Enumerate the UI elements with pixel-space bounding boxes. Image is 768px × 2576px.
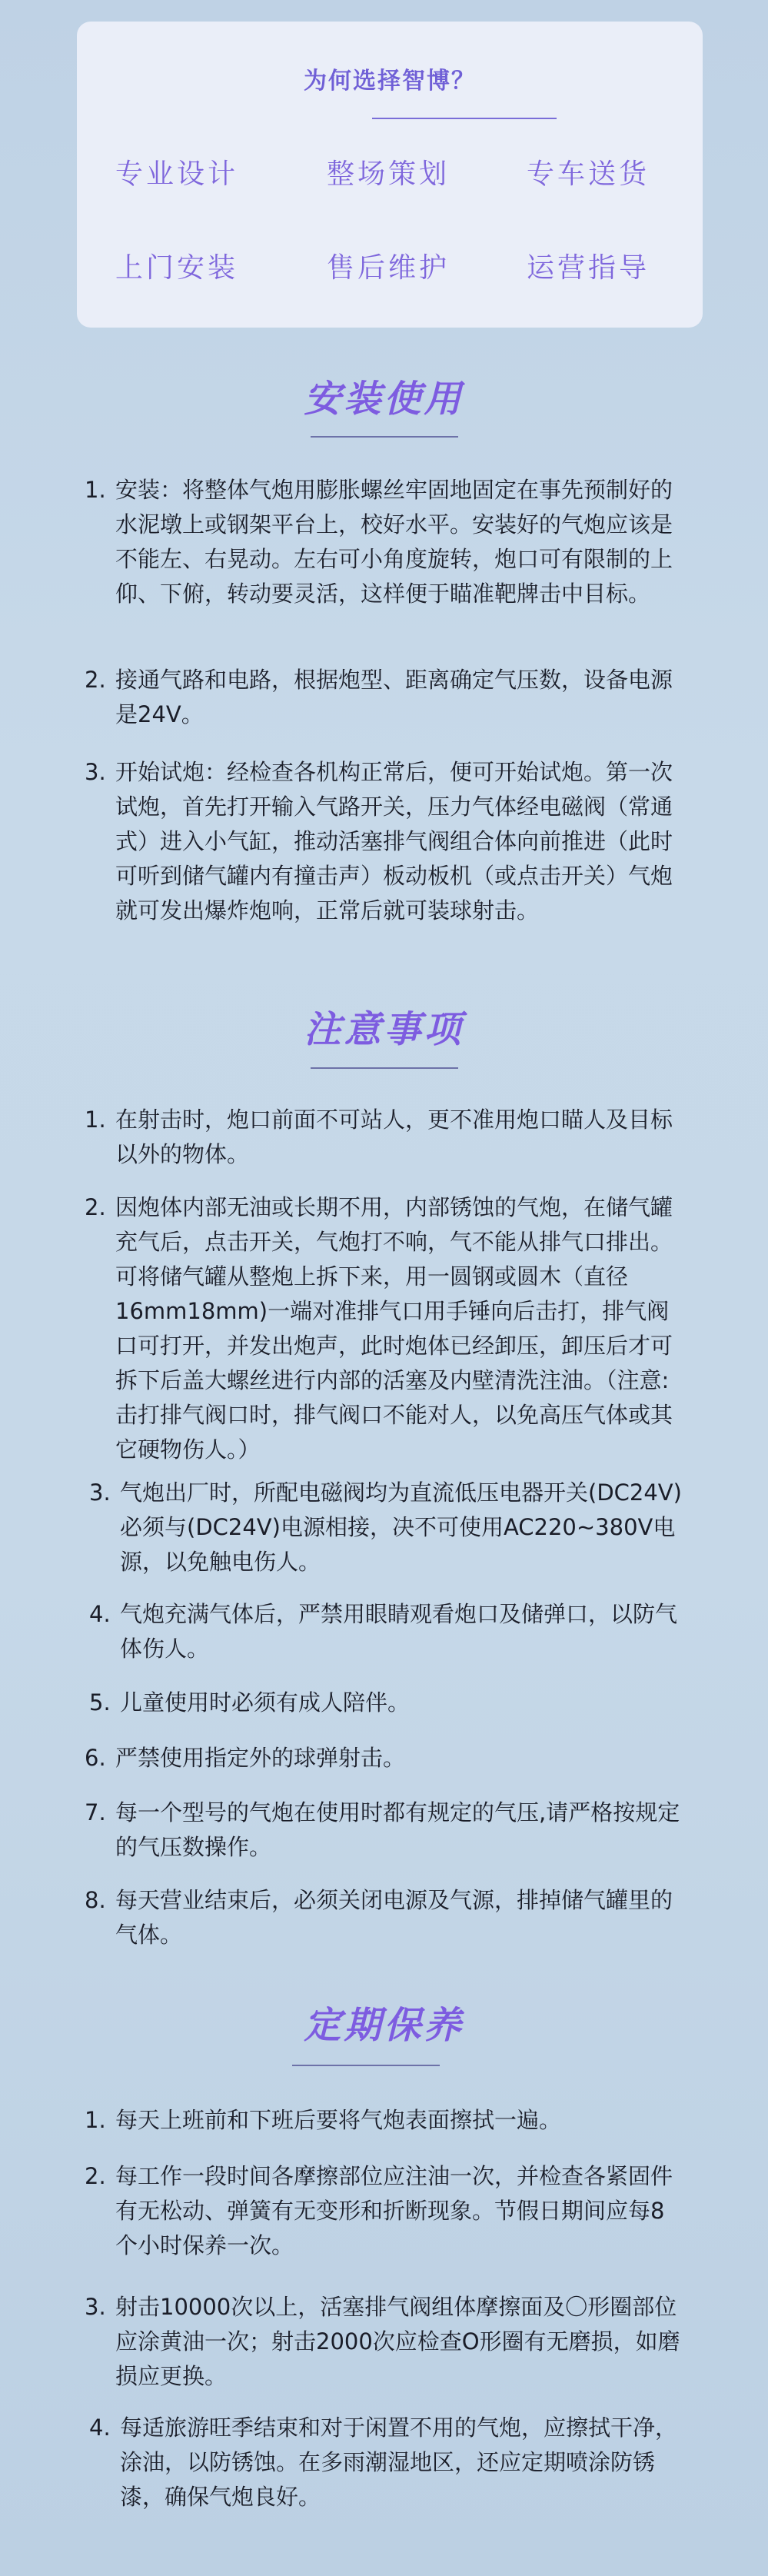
feature-planning: 整场策划 bbox=[326, 158, 450, 190]
item-number: 6. bbox=[85, 1745, 106, 1771]
notice-item bbox=[89, 1686, 689, 1720]
item-number: 3. bbox=[85, 2294, 106, 2320]
feature-design: 专业设计 bbox=[115, 158, 238, 190]
item-number: 4. bbox=[89, 2415, 111, 2441]
install-item bbox=[85, 473, 684, 611]
maintenance-item bbox=[85, 2159, 684, 2263]
item-text: 每适旅游旺季结束和对于闲置不用的气炮，应擦拭干净，涂油，以防锈蚀。在多雨潮湿地区，还应定期喷涂防锈漆，确保气炮良好。 bbox=[120, 2415, 678, 2510]
item-number: 3. bbox=[85, 759, 106, 785]
feature-operation-guide: 运营指导 bbox=[526, 252, 650, 284]
notice-item bbox=[85, 1741, 684, 1776]
item-number: 1. bbox=[85, 477, 106, 503]
feature-installation: 上门安装 bbox=[115, 252, 238, 284]
item-text: 每一个型号的气炮在使用时都有规定的气压,请严格按规定的气压数操作。 bbox=[115, 1799, 680, 1860]
maintenance-item bbox=[89, 2411, 689, 2514]
item-text: 每天营业结束后，必须关闭电源及气源，排掉储气罐里的气体。 bbox=[115, 1887, 673, 1948]
item-number: 2. bbox=[85, 667, 106, 693]
item-number: 2. bbox=[85, 2163, 106, 2189]
notice-item bbox=[85, 1190, 684, 1467]
item-text: 接通气路和电路，根据炮型、距离确定气压数，设备电源是24V。 bbox=[115, 667, 673, 727]
maintenance-section-underline bbox=[292, 2065, 440, 2066]
feature-delivery: 专车送货 bbox=[526, 158, 650, 190]
maintenance-section-title: 定期保养 bbox=[304, 2004, 464, 2047]
notice-section-title: 注意事项 bbox=[304, 1008, 464, 1051]
item-text: 每天上班前和下班后要将气炮表面擦拭一遍。 bbox=[115, 2107, 562, 2133]
item-text: 儿童使用时必须有成人陪伴。 bbox=[120, 1689, 411, 1716]
install-section-title: 安装使用 bbox=[304, 378, 464, 421]
item-number: 1. bbox=[85, 1107, 106, 1133]
install-item bbox=[85, 663, 684, 732]
install-item bbox=[85, 755, 684, 928]
item-text: 气炮充满气体后，严禁用眼睛观看炮口及储弹口，以防气体伤人。 bbox=[120, 1601, 678, 1662]
item-text: 在射击时，炮口前面不可站人，更不准用炮口瞄人及目标以外的物体。 bbox=[115, 1107, 673, 1167]
item-number: 1. bbox=[85, 2107, 106, 2133]
notice-item bbox=[85, 1883, 684, 1952]
why-choose-card bbox=[77, 22, 703, 328]
notice-item bbox=[85, 1796, 684, 1865]
item-text: 气炮出厂时，所配电磁阀均为直流低压电器开关(DC24V)必须与(DC24V)电源相接，决不可使用AC220~380V电源，以免触电伤人。 bbox=[120, 1479, 682, 1575]
item-number: 3. bbox=[89, 1479, 111, 1506]
item-text: 每工作一段时间各摩擦部位应注油一次，并检查各紧固件有无松动、弹簧有无变形和折断现象。节假日期间应每8个小时保养一次。 bbox=[115, 2163, 673, 2258]
item-text: 开始试炮：经检查各机构正常后，便可开始试炮。第一次试炮，首先打开输入气路开关，压力气体经电磁阀（常通式）进入小气缸，推动活塞排气阀组合体向前推进（此时可听到储气罐内有撞击声）板动板机（或点击开关）气炮就可发出爆炸炮响，正常后就可装球射击。 bbox=[115, 759, 673, 924]
notice-item bbox=[85, 1103, 684, 1172]
notice-item bbox=[89, 1597, 689, 1666]
item-number: 7. bbox=[85, 1799, 106, 1825]
item-text: 因炮体内部无油或长期不用，内部锈蚀的气炮，在储气罐充气后，点击开关，气炮打不响，气不能从排气口排出。可将储气罐从整炮上拆下来，用一圆钢或圆木（直径16mm18mm)一端对准排气口用手锤向后击打，排气阀口可打开，并发出炮声，此时炮体已经卸压，卸压后才可拆下后盖大螺丝进行内部的活塞及内壁清洗注油。（注意:击打排气阀口时，排气阀口不能对人，以免高压气体或其它硬物伤人。） bbox=[115, 1194, 673, 1463]
item-text: 严禁使用指定外的球弹射击。 bbox=[115, 1745, 406, 1771]
item-number: 5. bbox=[89, 1689, 111, 1716]
item-number: 2. bbox=[85, 1194, 106, 1220]
install-section-underline bbox=[311, 436, 458, 438]
item-number: 4. bbox=[89, 1601, 111, 1627]
feature-after-sales: 售后维护 bbox=[326, 252, 450, 284]
card-title-underline bbox=[372, 118, 557, 119]
notice-section-underline bbox=[311, 1067, 458, 1069]
item-text: 射击10000次以上，活塞排气阀组体摩擦面及〇形圈部位应涂黄油一次；射击2000次应检查O形圈有无磨损，如磨损应更换。 bbox=[115, 2294, 680, 2389]
maintenance-item bbox=[85, 2103, 684, 2138]
notice-item bbox=[89, 1476, 689, 1579]
maintenance-item bbox=[85, 2290, 684, 2394]
card-title: 为何选择智博？ bbox=[304, 68, 476, 95]
item-number: 8. bbox=[85, 1887, 106, 1913]
item-text: 安装：将整体气炮用膨胀螺丝牢固地固定在事先预制好的水泥墩上或钢架平台上，校好水平。安装好的气炮应该是不能左、右晃动。左右可小角度旋转，炮口可有限制的上仰、下俯，转动要灵活，这样便于瞄准靶牌击中目标。 bbox=[115, 477, 673, 607]
